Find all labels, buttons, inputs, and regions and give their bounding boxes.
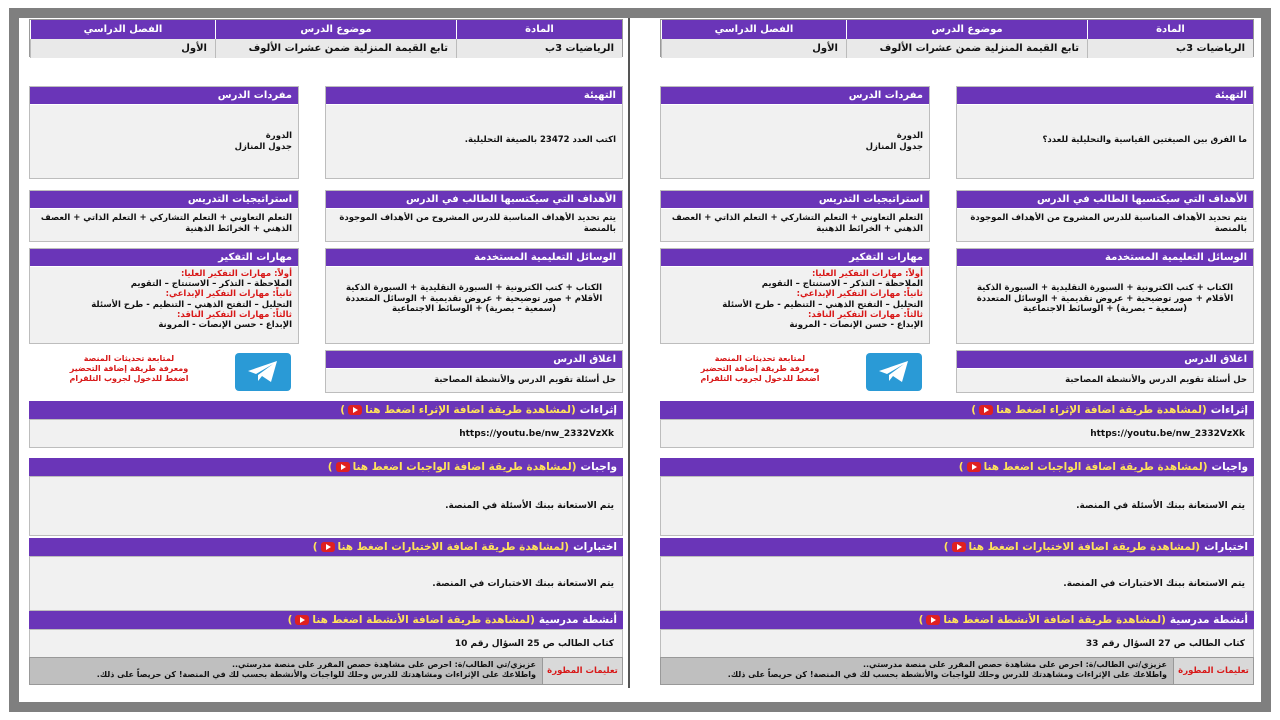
homework-section — [29, 458, 623, 536]
warmup-title: التهيئة — [326, 87, 622, 105]
strategies-box — [660, 190, 930, 242]
aids-text: الكتاب + كتب الكترونية + السبورة التقليدية + السبورة الذكية الأقلام + صور توضيحية + عروض تقديمية + الوسائل المتعددة (سمعية – بصرية) + الوسائط الاجتماعية — [345, 283, 603, 315]
activities-section — [660, 611, 1254, 659]
vocab-box — [29, 86, 299, 179]
thinking-heading: ثالثاً: مهارات التفكير الناقد: — [808, 309, 923, 320]
activities-text: كتاب الطالب ص 27 السؤال رقم 33 — [660, 629, 1254, 659]
enrich-section — [29, 401, 623, 448]
activities-title: أنشطة مدرسية — [538, 614, 617, 626]
thinking-heading: أولاً: مهارات التفكير العليا: — [811, 269, 923, 279]
instructions-footer — [29, 657, 623, 685]
instructions-label: تعليمات المطورة — [542, 658, 622, 684]
promo-line: اضغط للدخول لجروب التلقرام — [700, 374, 820, 383]
thinking-box — [660, 248, 930, 344]
activities-title: أنشطة مدرسية — [1169, 614, 1248, 626]
subject-label: المادة — [456, 20, 622, 39]
homework-title: واجبات — [1211, 461, 1248, 473]
enrich-title: إثراءات — [1210, 404, 1248, 416]
topic-label: موضوع الدرس — [846, 20, 1087, 39]
closing-title: اغلاق الدرس — [957, 351, 1253, 369]
objectives-title: الأهداف التي سيكتسبها الطالب في الدرس — [957, 191, 1253, 209]
tests-title: اختبارات — [1204, 541, 1248, 553]
term-value: الأول — [30, 39, 215, 58]
aids-box — [325, 248, 623, 344]
warmup-text: اكتب العدد 23472 بالصيغة التحليلية. — [464, 135, 616, 145]
objectives-text: يتم تحديد الأهداف المناسبة للدرس المشروح من الأهداف الموجودة بالمنصة — [970, 213, 1247, 234]
subject-label: المادة — [1087, 20, 1253, 39]
thinking-title: مهارات التفكير — [661, 249, 929, 267]
telegram-icon[interactable] — [866, 353, 922, 391]
strategies-title: استراتيجيات التدريس — [661, 191, 929, 209]
thinking-item: التحليل – التفتح الذهني – التنظيم - طرح الأسئلة — [91, 299, 292, 310]
warmup-box — [956, 86, 1254, 179]
enrich-section — [660, 401, 1254, 448]
topic-value: تابع القيمة المنزلية ضمن عشرات الألوف — [215, 39, 456, 58]
closing-text: حل أسئلة تقويم الدرس والأنشطة المصاحبة — [434, 375, 616, 385]
vocab-title: مفردات الدرس — [30, 87, 298, 105]
warmup-title: التهيئة — [957, 87, 1253, 105]
telegram-promo[interactable] — [685, 354, 835, 384]
closing-text: حل أسئلة تقويم الدرس والأنشطة المصاحبة — [1065, 375, 1247, 385]
strategies-title: استراتيجيات التدريس — [30, 191, 298, 209]
thinking-title: مهارات التفكير — [30, 249, 298, 267]
thinking-heading: ثالثاً: مهارات التفكير الناقد: — [177, 309, 292, 320]
topic-label: موضوع الدرس — [215, 20, 456, 39]
closing-box — [325, 350, 623, 393]
instructions-footer — [660, 657, 1254, 685]
lesson-sheet-right — [660, 19, 1254, 685]
strategies-box — [29, 190, 299, 242]
tests-text: يتم الاستعانة ببنك الاختبارات في المنصة. — [660, 556, 1254, 611]
telegram-icon[interactable] — [235, 353, 291, 391]
closing-box — [956, 350, 1254, 393]
thinking-item: التحليل – التفتح الذهني – التنظيم - طرح الأسئلة — [722, 299, 923, 310]
activities-text: كتاب الطالب ص 25 السؤال رقم 10 — [29, 629, 623, 659]
thinking-heading: ثانياً: مهارات التفكير الإبداعي: — [165, 289, 292, 300]
instructions-label: تعليمات المطورة — [1173, 658, 1253, 684]
vocab-item: جدول المنازل — [865, 141, 923, 152]
aids-box — [956, 248, 1254, 344]
activities-help-link[interactable]: (لمشاهدة طريقة اضافة الأنشطة اضغط هنا) — [918, 614, 1166, 626]
thinking-item: الإبداع - حسن الإنصات - المرونة — [158, 319, 292, 330]
vocab-box — [660, 86, 930, 179]
activities-help-link[interactable]: (لمشاهدة طريقة اضافة الأنشطة اضغط هنا) — [287, 614, 535, 626]
objectives-box — [956, 190, 1254, 242]
youtube-icon — [979, 405, 993, 415]
homework-title: واجبات — [580, 461, 617, 473]
promo-line: لمتابعة تحديثات المنصة — [714, 354, 806, 363]
aids-text: الكتاب + كتب الكترونية + السبورة التقليدية + السبورة الذكية الأقلام + صور توضيحية + عروض تقديمية + الوسائل المتعددة (سمعية – بصرية) + الوسائط الاجتماعية — [976, 283, 1234, 315]
promo-line: ومعرفة طريقة إضافة التحضير — [700, 364, 820, 373]
warmup-box — [325, 86, 623, 179]
vocab-item: الدورة — [896, 131, 923, 141]
thinking-box — [29, 248, 299, 344]
strategies-text: التعلم التعاوني + التعلم التشاركي + التعلم الذاتي + العصف الذهني + الخرائط الذهنية — [671, 213, 923, 234]
warmup-text: ما الفرق بين الصيغتين القياسية والتحليلية للعدد؟ — [1042, 135, 1247, 145]
header-table — [29, 19, 623, 57]
promo-line: لمتابعة تحديثات المنصة — [83, 354, 175, 363]
tests-help-link[interactable]: (لمشاهدة طريقة اضافة الاختبارات اضغط هنا) — [943, 541, 1201, 553]
thinking-heading: ثانياً: مهارات التفكير الإبداعي: — [796, 289, 923, 300]
objectives-title: الأهداف التي سيكتسبها الطالب في الدرس — [326, 191, 622, 209]
objectives-box — [325, 190, 623, 242]
youtube-icon — [952, 542, 966, 552]
header-table — [660, 19, 1254, 57]
lesson-sheet-left — [29, 19, 623, 685]
thinking-item: الإبداع - حسن الإنصات - المرونة — [789, 319, 923, 330]
instructions-line: واطلاعك على الإثراءات ومشاهدتك للدرس وحلك للواجبات والأنشطة بحسب لك في المنصة! كن حريصاً على ذلك. — [727, 670, 1167, 680]
sheet-divider — [628, 18, 630, 688]
homework-section — [660, 458, 1254, 536]
subject-value: الرياضيات 3ب — [1087, 39, 1253, 58]
term-value: الأول — [661, 39, 846, 58]
homework-help-link[interactable]: (لمشاهدة طريقة اضافة الواجبات اضغط هنا) — [958, 461, 1208, 473]
term-label: الفصل الدراسي — [30, 20, 215, 39]
instructions-line: عزيزي/تي الطالب/ة: احرص على مشاهدة حصص المقرر على منصة مدرستي.. — [862, 660, 1167, 669]
enrich-help-link[interactable]: (لمشاهدة طريقة اضافة الإثراء اضغط هنا) — [340, 404, 576, 416]
enrich-title: إثراءات — [579, 404, 617, 416]
objectives-text: يتم تحديد الأهداف المناسبة للدرس المشروح من الأهداف الموجودة بالمنصة — [339, 213, 616, 234]
enrich-url[interactable]: https://youtu.be/nw_2332VzXk — [660, 419, 1254, 448]
thinking-item: الملاحظة – التذكر – الاستنتاج – التقويم — [130, 279, 292, 290]
telegram-promo[interactable] — [54, 354, 204, 384]
thinking-heading: أولاً: مهارات التفكير العليا: — [180, 269, 292, 279]
vocab-item: جدول المنازل — [234, 141, 292, 152]
enrich-help-link[interactable]: (لمشاهدة طريقة اضافة الإثراء اضغط هنا) — [971, 404, 1207, 416]
enrich-url[interactable]: https://youtu.be/nw_2332VzXk — [29, 419, 623, 448]
term-label: الفصل الدراسي — [661, 20, 846, 39]
aids-title: الوسائل التعليمية المستخدمة — [957, 249, 1253, 267]
thinking-item: الملاحظة – التذكر – الاستنتاج – التقويم — [761, 279, 923, 290]
homework-text: يتم الاستعانة ببنك الأسئلة في المنصة. — [29, 476, 623, 536]
homework-text: يتم الاستعانة ببنك الأسئلة في المنصة. — [660, 476, 1254, 536]
tests-help-link[interactable]: (لمشاهدة طريقة اضافة الاختبارات اضغط هنا) — [312, 541, 570, 553]
vocab-title: مفردات الدرس — [661, 87, 929, 105]
tests-section — [29, 538, 623, 611]
vocab-item: الدورة — [265, 131, 292, 141]
promo-line: ومعرفة طريقة إضافة التحضير — [69, 364, 189, 373]
youtube-icon — [926, 615, 940, 625]
closing-title: اغلاق الدرس — [326, 351, 622, 369]
tests-section — [660, 538, 1254, 611]
youtube-icon — [321, 542, 335, 552]
aids-title: الوسائل التعليمية المستخدمة — [326, 249, 622, 267]
tests-title: اختبارات — [573, 541, 617, 553]
strategies-text: التعلم التعاوني + التعلم التشاركي + التعلم الذاتي + العصف الذهني + الخرائط الذهنية — [40, 213, 292, 234]
youtube-icon — [348, 405, 362, 415]
topic-value: تابع القيمة المنزلية ضمن عشرات الألوف — [846, 39, 1087, 58]
youtube-icon — [336, 462, 350, 472]
subject-value: الرياضيات 3ب — [456, 39, 622, 58]
youtube-icon — [967, 462, 981, 472]
instructions-line: عزيزي/تي الطالب/ة: احرص على مشاهدة حصص المقرر على منصة مدرستي.. — [231, 660, 536, 669]
youtube-icon — [295, 615, 309, 625]
activities-section — [29, 611, 623, 659]
promo-line: اضغط للدخول لجروب التلقرام — [69, 374, 189, 383]
instructions-line: واطلاعك على الإثراءات ومشاهدتك للدرس وحلك للواجبات والأنشطة بحسب لك في المنصة! كن حريصاً على ذلك. — [96, 670, 536, 680]
tests-text: يتم الاستعانة ببنك الاختبارات في المنصة. — [29, 556, 623, 611]
homework-help-link[interactable]: (لمشاهدة طريقة اضافة الواجبات اضغط هنا) — [327, 461, 577, 473]
